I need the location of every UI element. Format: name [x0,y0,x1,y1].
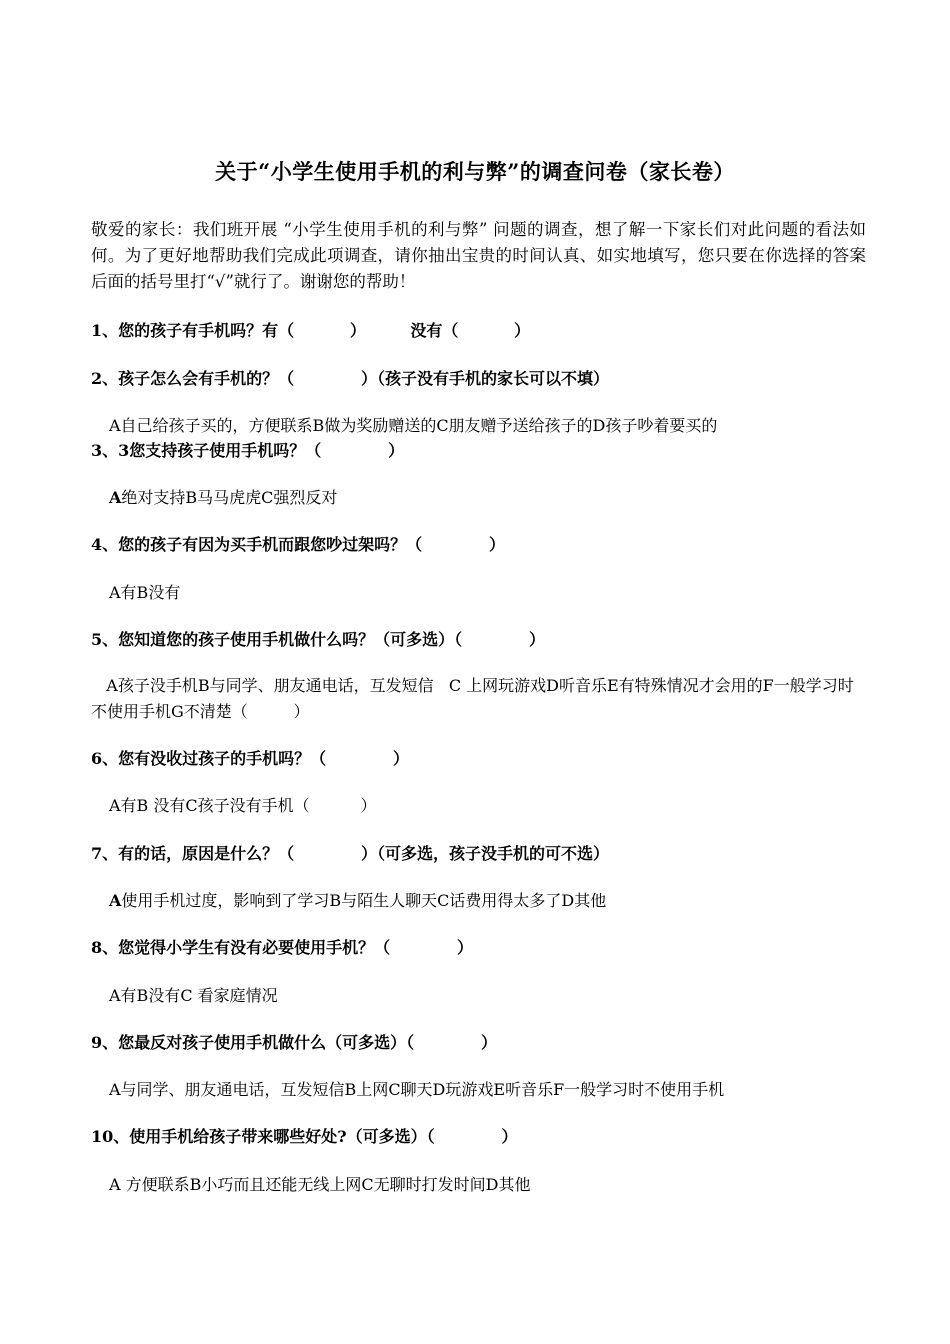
question-9-options: A与同学、朋友通电话，互发短信B上网C聊天D玩游戏E听音乐F一般学习时不使用手机 [109,1080,725,1099]
question-8: 8、您觉得小学生有没有必要使用手机？（ ） [91,938,473,957]
question-2: 2、孩子怎么会有手机的？（ ）（孩子没有手机的家长可以不填） [91,369,609,388]
question-4: 4、您的孩子有因为买手机而跟您吵过架吗？（ ） [91,535,505,554]
question-10: 10、使用手机给孩子带来哪些好处?（可多选）（ ） [91,1127,518,1146]
question-3: 3、3您支持孩子使用手机吗？（ ） [91,441,405,460]
question-6: 6、您有没收过孩子的手机吗？（ ） [91,749,409,768]
question-10-options: A 方便联系B小巧而且还能无线上网C无聊时打发时间D其他 [109,1175,531,1194]
intro-paragraph: 敬爱的家长：我们班开展 “小学生使用手机的利与弊” 问题的调查，想了解一下家长们对此问题的看法如何。为了更好地帮助我们完成此项调查，请你抽出宝贵的时间认真、如实地填写，您只要在你选择的答案后面的括号里打“√”就行了。谢谢您的帮助！ [91,220,866,291]
question-3-option-a-letter: A [109,488,122,507]
question-7-option-a-letter: A [109,891,122,910]
question-4-options: A有B没有 [109,583,181,602]
question-7-options-text: 使用手机过度，影响到了学习B与陌生人聊天C话费用得太多了D其他 [121,891,607,910]
document-title: 关于“小学生使用手机的利与弊”的调查问卷（家长卷） [215,159,735,184]
question-6-options: A有B 没有C孩子没有手机（ ） [109,796,377,815]
question-1: 1、您的孩子有手机吗？有（ ） 没有（ ） [91,321,531,340]
question-5: 5、您知道您的孩子使用手机做什么吗？（可多选）（ ） [91,630,545,649]
question-5-options: A孩子没手机B与同学、朋友通电话，互发短信 C 上网玩游戏D听音乐E有特殊情况才会用的F一般学习时不使用手机G不清楚（ ） [91,676,854,721]
question-3-options-text: 绝对支持B马马虎虎C强烈反对 [121,488,338,507]
question-9: 9、您最反对孩子使用手机做什么（可多选）（ ） [91,1033,497,1052]
question-7: 7、有的话，原因是什么？（ ）（可多选，孩子没手机的可不选） [91,844,609,863]
question-7-options [109,888,606,911]
question-2-options: A自己给孩子买的，方便联系B做为奖励赠送的C朋友赠予送给孩子的D孩子吵着要买的 [109,416,718,435]
question-3-options [109,485,337,508]
question-8-options: A有B没有C 看家庭情况 [109,986,278,1005]
